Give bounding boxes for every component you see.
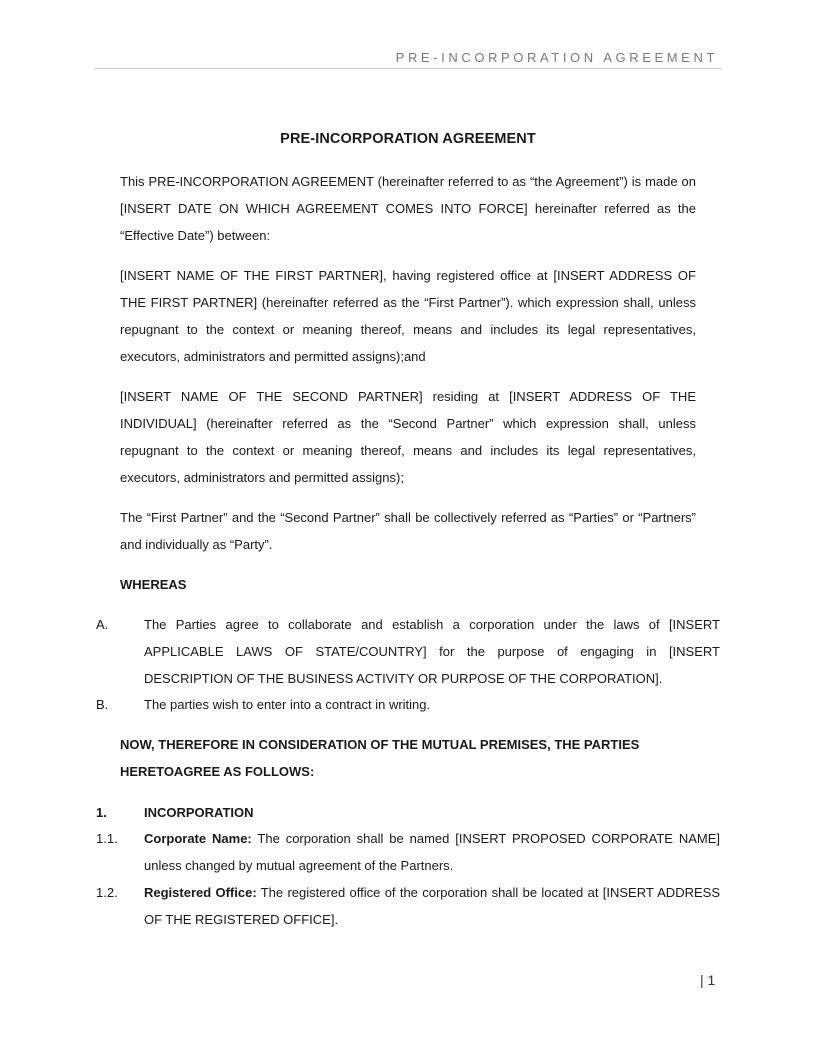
intro-paragraph: This PRE-INCORPORATION AGREEMENT (hereinafter referred to as “the Agreement”) is made on [INSERT DATE ON WHICH AGREEMENT COMES INTO FORCE] hereinafter referred as the “Effective Date”) between: [120, 174, 696, 243]
recital-marker: A. [96, 617, 109, 632]
page-footer [700, 972, 715, 988]
first-party-paragraph: [INSERT NAME OF THE FIRST PARTNER], having registered office at [INSERT ADDRESS OF THE FIRST PARTNER] (hereinafter referred as the “First Partner”). which expression shall, unless repugnant to the context or meaning thereof, means and includes its legal representatives, executors, administrators and permitted assigns);and [120, 268, 696, 364]
clause-term: Registered Office: [144, 885, 257, 900]
page-number: 1 [707, 972, 716, 988]
running-header [94, 48, 722, 69]
recital-marker: B. [96, 697, 109, 712]
clause-registered-office [144, 879, 720, 933]
clause-number: 1.1. [96, 831, 118, 846]
clause-corporate-name [144, 825, 720, 879]
now-therefore-clause: NOW, THEREFORE IN CONSIDERATION OF THE MUTUAL PREMISES, THE PARTIES HERETOAGREE AS FOLLOWS: [120, 737, 640, 779]
whereas-heading: WHEREAS [120, 577, 187, 592]
running-header-title: PRE-INCORPORATION AGREEMENT [395, 50, 718, 65]
document-title: PRE-INCORPORATION AGREEMENT [280, 131, 536, 147]
recital-a-text: The Parties agree to collaborate and establish a corporation under the laws of [INSERT APPLICABLE LAWS OF STATE/COUNTRY] for the purpose of engaging in [INSERT DESCRIPTION OF THE BUSINESS ACTIVITY OR PURPOSE OF THE CORPORATION]. [144, 617, 720, 686]
clause-text: The corporation shall be named [INSERT PROPOSED CORPORATE NAME] unless changed by mutual agreement of the Partners. [144, 831, 720, 873]
second-party-paragraph: [INSERT NAME OF THE SECOND PARTNER] residing at [INSERT ADDRESS OF THE INDIVIDUAL] (hereinafter referred as the “Second Partner” which expression shall, unless repugnant to the context or meaning thereof, means and includes its legal representatives, executors, administrators and permitted assigns); [120, 389, 696, 485]
recital-b-text: The parties wish to enter into a contract in writing. [144, 697, 431, 712]
clause-number: 1.2. [96, 885, 118, 900]
clause-text: The registered office of the corporation shall be located at [INSERT ADDRESS OF THE REGISTERED OFFICE]. [144, 885, 720, 927]
section-heading: INCORPORATION [144, 805, 254, 820]
page-separator: | [700, 972, 704, 988]
clause-term: Corporate Name: [144, 831, 252, 846]
parties-definition-paragraph: The “First Partner” and the “Second Partner” shall be collectively referred as “Parties” or “Partners” and individually as “Party”. [120, 510, 696, 552]
section-number: 1. [96, 805, 107, 820]
